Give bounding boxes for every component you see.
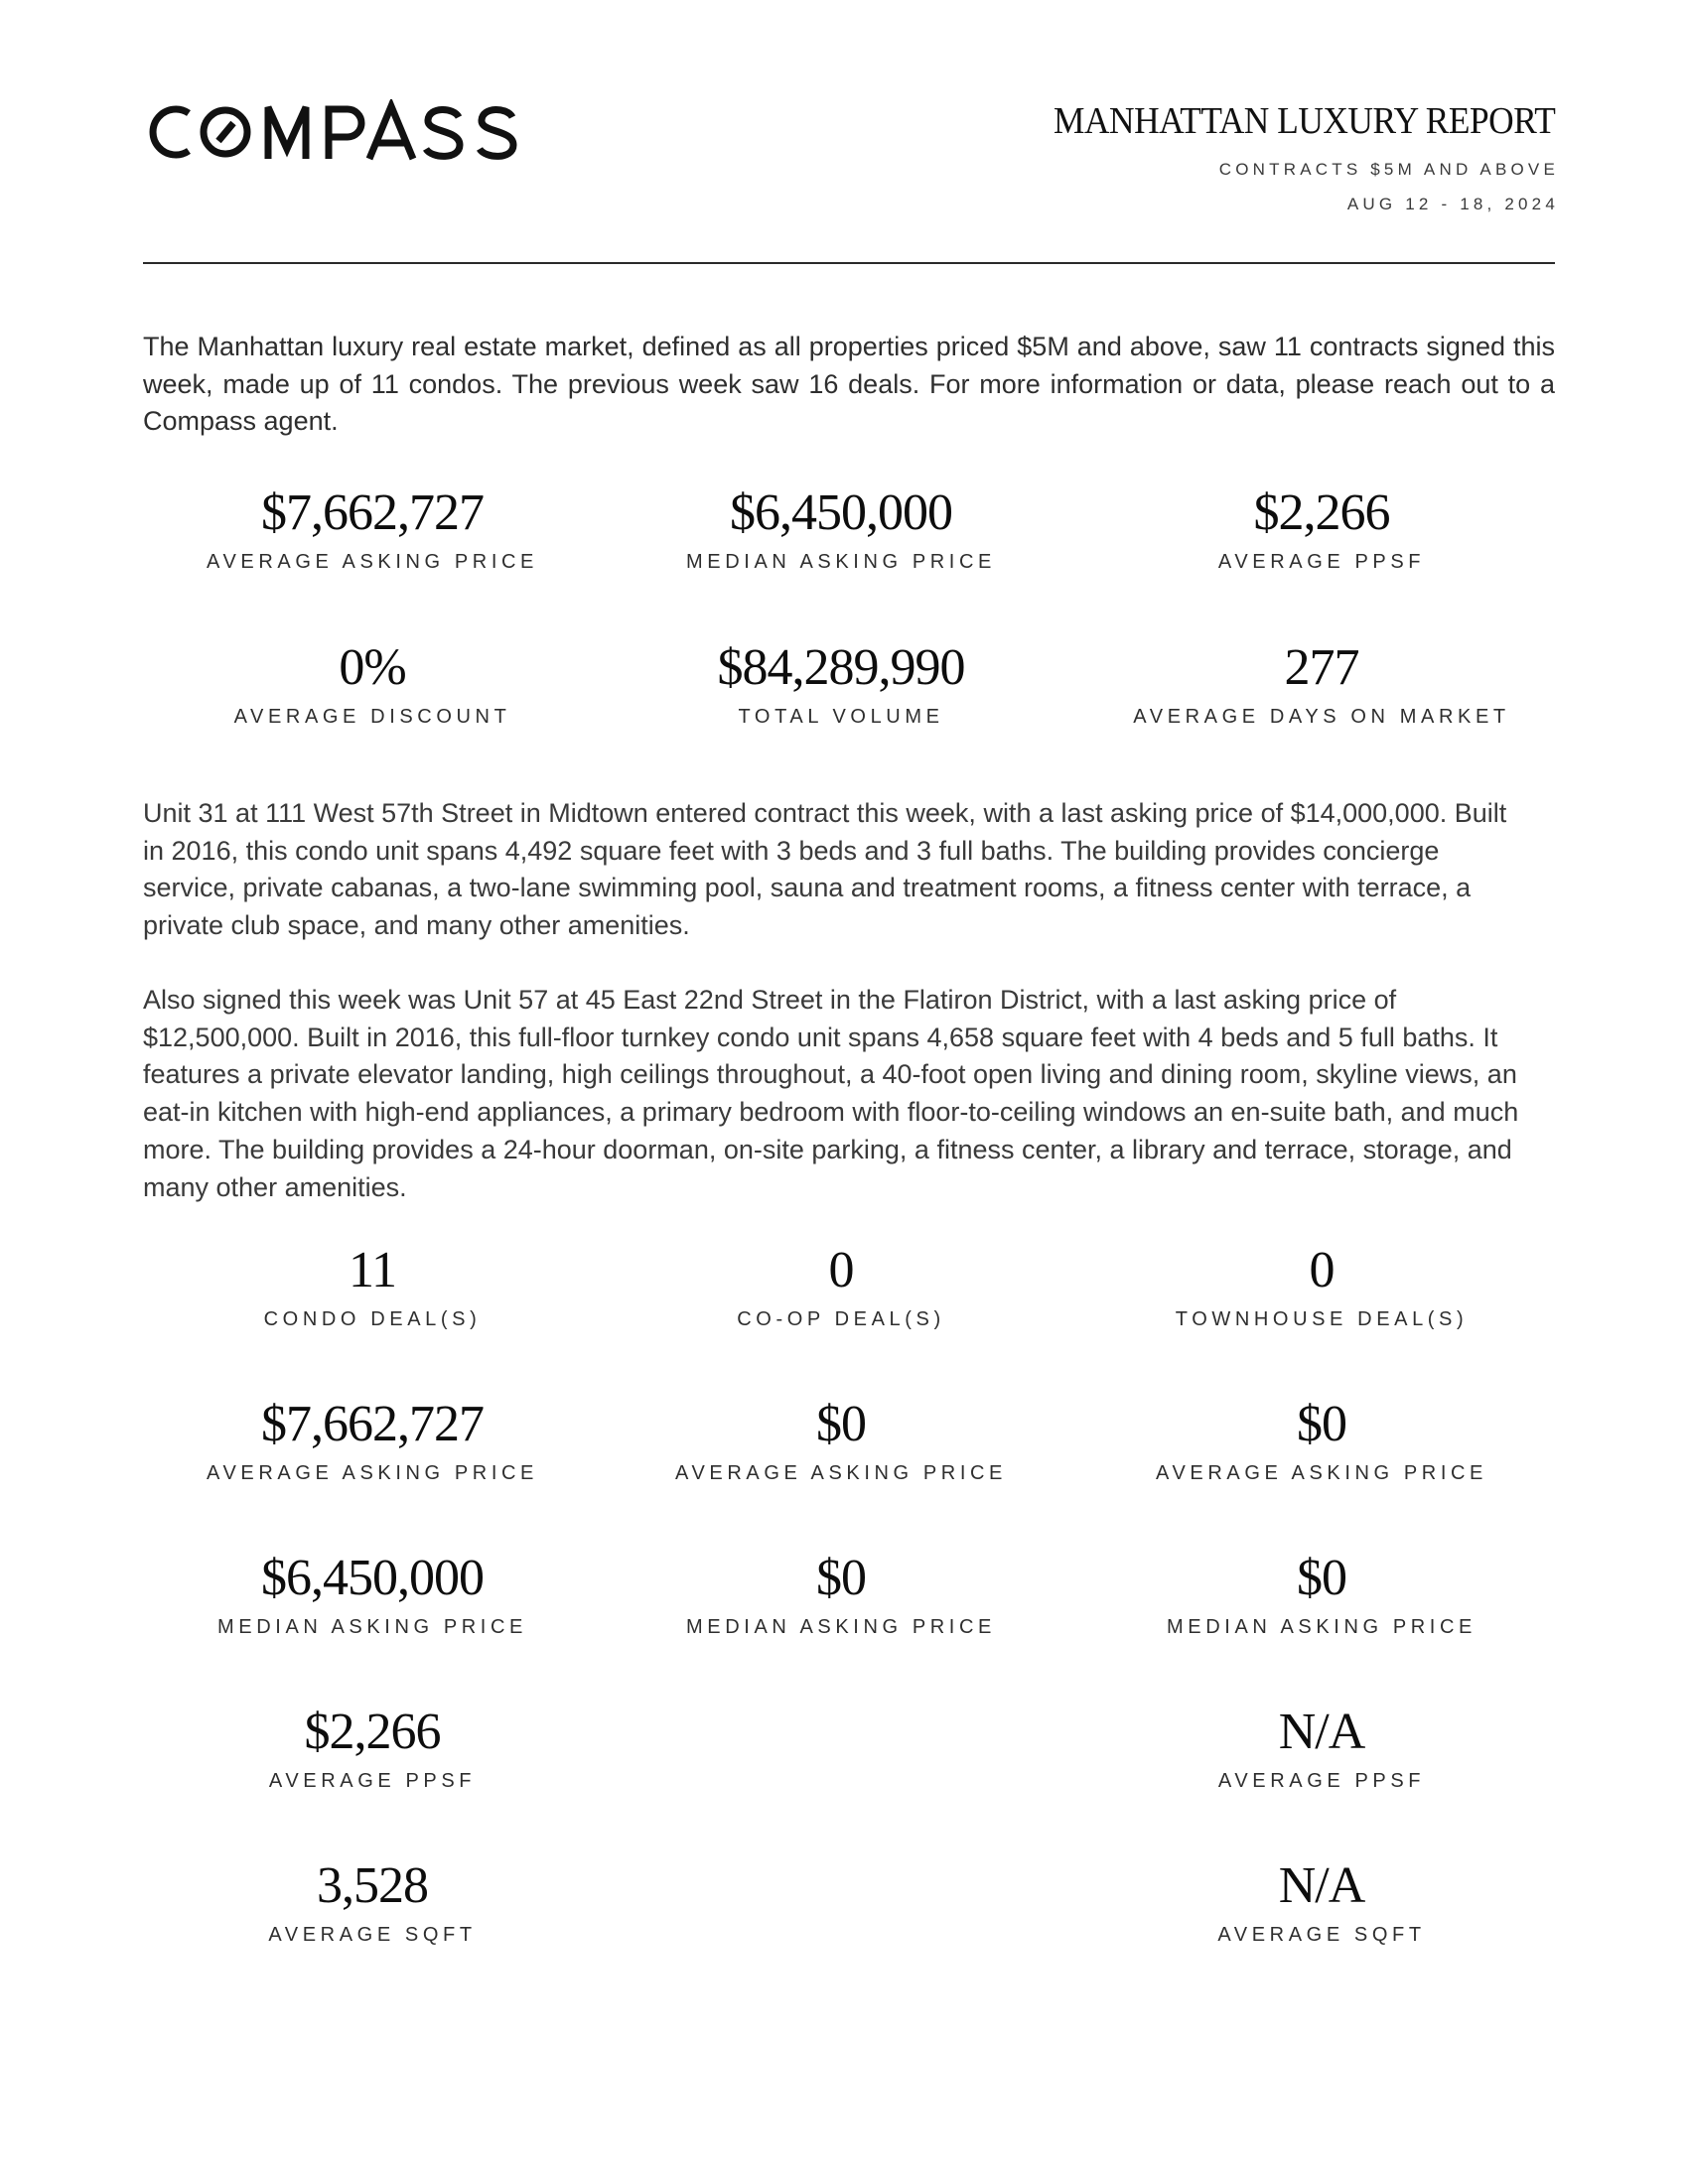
stat-value: N/A bbox=[1278, 1704, 1365, 1760]
stat-average-days-on-market bbox=[1093, 640, 1550, 729]
stat-value: $0 bbox=[816, 1396, 866, 1452]
condo-deals bbox=[144, 1243, 601, 1331]
stat-value: 0 bbox=[828, 1242, 854, 1298]
stat-value: $2,266 bbox=[304, 1704, 441, 1760]
stat-value: $7,662,727 bbox=[261, 1396, 484, 1452]
townhouse-median-asking-price bbox=[1093, 1551, 1550, 1639]
stat-label: AVERAGE PPSF bbox=[268, 1770, 477, 1792]
stat-label: TOWNHOUSE DEAL(S) bbox=[1175, 1308, 1469, 1330]
stat-value: $2,266 bbox=[1253, 484, 1390, 541]
townhouse-average-asking-price bbox=[1093, 1397, 1550, 1485]
condo-average-ppsf bbox=[144, 1705, 601, 1793]
coop-median-asking-price bbox=[613, 1551, 1069, 1639]
intro-paragraph: The Manhattan luxury real estate market, defined as all properties priced $5M and above, saw 11 contracts signed this week, made up of 11 condos. The previous week saw 16 deals. For more information or data, please reach out to a Compass agent. bbox=[143, 332, 1555, 437]
stat-label: AVERAGE ASKING PRICE bbox=[207, 1462, 538, 1484]
stat-label: MEDIAN ASKING PRICE bbox=[686, 1616, 996, 1638]
compass-logo bbox=[143, 99, 564, 165]
stat-label: AVERAGE SQFT bbox=[268, 1924, 477, 1946]
stat-value: $0 bbox=[1297, 1396, 1346, 1452]
stat-value: $0 bbox=[1297, 1550, 1346, 1606]
stat-average-ppsf bbox=[1093, 485, 1550, 574]
stat-label: CO-OP DEAL(S) bbox=[737, 1308, 945, 1330]
stat-label: AVERAGE PPSF bbox=[1217, 1770, 1426, 1792]
stat-label: AVERAGE ASKING PRICE bbox=[207, 551, 538, 573]
report-header bbox=[1016, 99, 1559, 214]
stat-median-asking-price bbox=[613, 485, 1069, 574]
stat-value: $84,289,990 bbox=[717, 639, 965, 696]
report-dates: AUG 12 - 18, 2024 bbox=[1346, 195, 1559, 213]
coop-average-asking-price bbox=[613, 1397, 1069, 1485]
report-subtitle: CONTRACTS $5M AND ABOVE bbox=[1218, 160, 1559, 179]
stat-value: 0 bbox=[1309, 1242, 1335, 1298]
stat-value: $6,450,000 bbox=[261, 1550, 484, 1606]
stat-value: 11 bbox=[348, 1242, 397, 1298]
townhouse-average-sqft bbox=[1093, 1858, 1550, 1947]
coop-deals bbox=[613, 1243, 1069, 1331]
stat-label: AVERAGE DAYS ON MARKET bbox=[1133, 706, 1510, 728]
stat-value: $7,662,727 bbox=[261, 484, 484, 541]
stat-value: $0 bbox=[816, 1550, 866, 1606]
highlight-paragraph-1: Unit 31 at 111 West 57th Street in Midtown entered contract this week, with a last asking price of $14,000,000. Built in 2016, this condo unit spans 4,492 square feet with 3 beds and 3 full baths. The building provides concierge service, private cabanas, a two-lane swimming pool, sauna and treatment rooms, a fitness center with terrace, a private club space, and many other amenities. bbox=[143, 798, 1507, 941]
stat-label: AVERAGE ASKING PRICE bbox=[1156, 1462, 1487, 1484]
stat-label: AVERAGE ASKING PRICE bbox=[675, 1462, 1007, 1484]
condo-average-asking-price bbox=[144, 1397, 601, 1485]
stat-label: CONDO DEAL(S) bbox=[263, 1308, 482, 1330]
townhouse-average-ppsf bbox=[1093, 1705, 1550, 1793]
stat-value: $6,450,000 bbox=[730, 484, 952, 541]
stat-label: MEDIAN ASKING PRICE bbox=[1167, 1616, 1477, 1638]
stat-average-discount bbox=[144, 640, 601, 729]
stat-label: AVERAGE SQFT bbox=[1217, 1924, 1426, 1946]
stat-value: N/A bbox=[1278, 1857, 1365, 1914]
stat-value: 0% bbox=[339, 639, 406, 696]
stat-value: 277 bbox=[1284, 639, 1359, 696]
report-title: MANHATTAN LUXURY REPORT bbox=[1053, 100, 1555, 142]
townhouse-deals bbox=[1093, 1243, 1550, 1331]
stat-label: MEDIAN ASKING PRICE bbox=[217, 1616, 527, 1638]
stat-label: AVERAGE PPSF bbox=[1217, 551, 1426, 573]
condo-median-asking-price bbox=[144, 1551, 601, 1639]
stat-average-asking-price bbox=[144, 485, 601, 574]
stat-label: MEDIAN ASKING PRICE bbox=[686, 551, 996, 573]
stat-value: 3,528 bbox=[317, 1857, 428, 1914]
stat-label: AVERAGE DISCOUNT bbox=[233, 706, 511, 728]
header-divider bbox=[143, 262, 1555, 264]
condo-average-sqft bbox=[144, 1858, 601, 1947]
stat-total-volume bbox=[613, 640, 1069, 729]
stat-label: TOTAL VOLUME bbox=[738, 706, 944, 728]
compass-logo-icon bbox=[143, 99, 564, 165]
highlight-paragraph-2: Also signed this week was Unit 57 at 45 East 22nd Street in the Flatiron District, with a last asking price of $12,500,000. Built in 2016, this full-floor turnkey condo unit spans 4,658 square feet with 4 beds and 5 full baths. It features a private elevator landing, high ceilings throughout, a 40-foot open living and dining room, skyline views, an eat-in kitchen with high-end appliances, a primary bedroom with floor-to-ceiling windows an en-suite bath, and much more. The building provides a 24-hour doorman, on-site parking, a fitness center, a library and terrace, storage, and many other amenities. bbox=[143, 985, 1519, 1202]
